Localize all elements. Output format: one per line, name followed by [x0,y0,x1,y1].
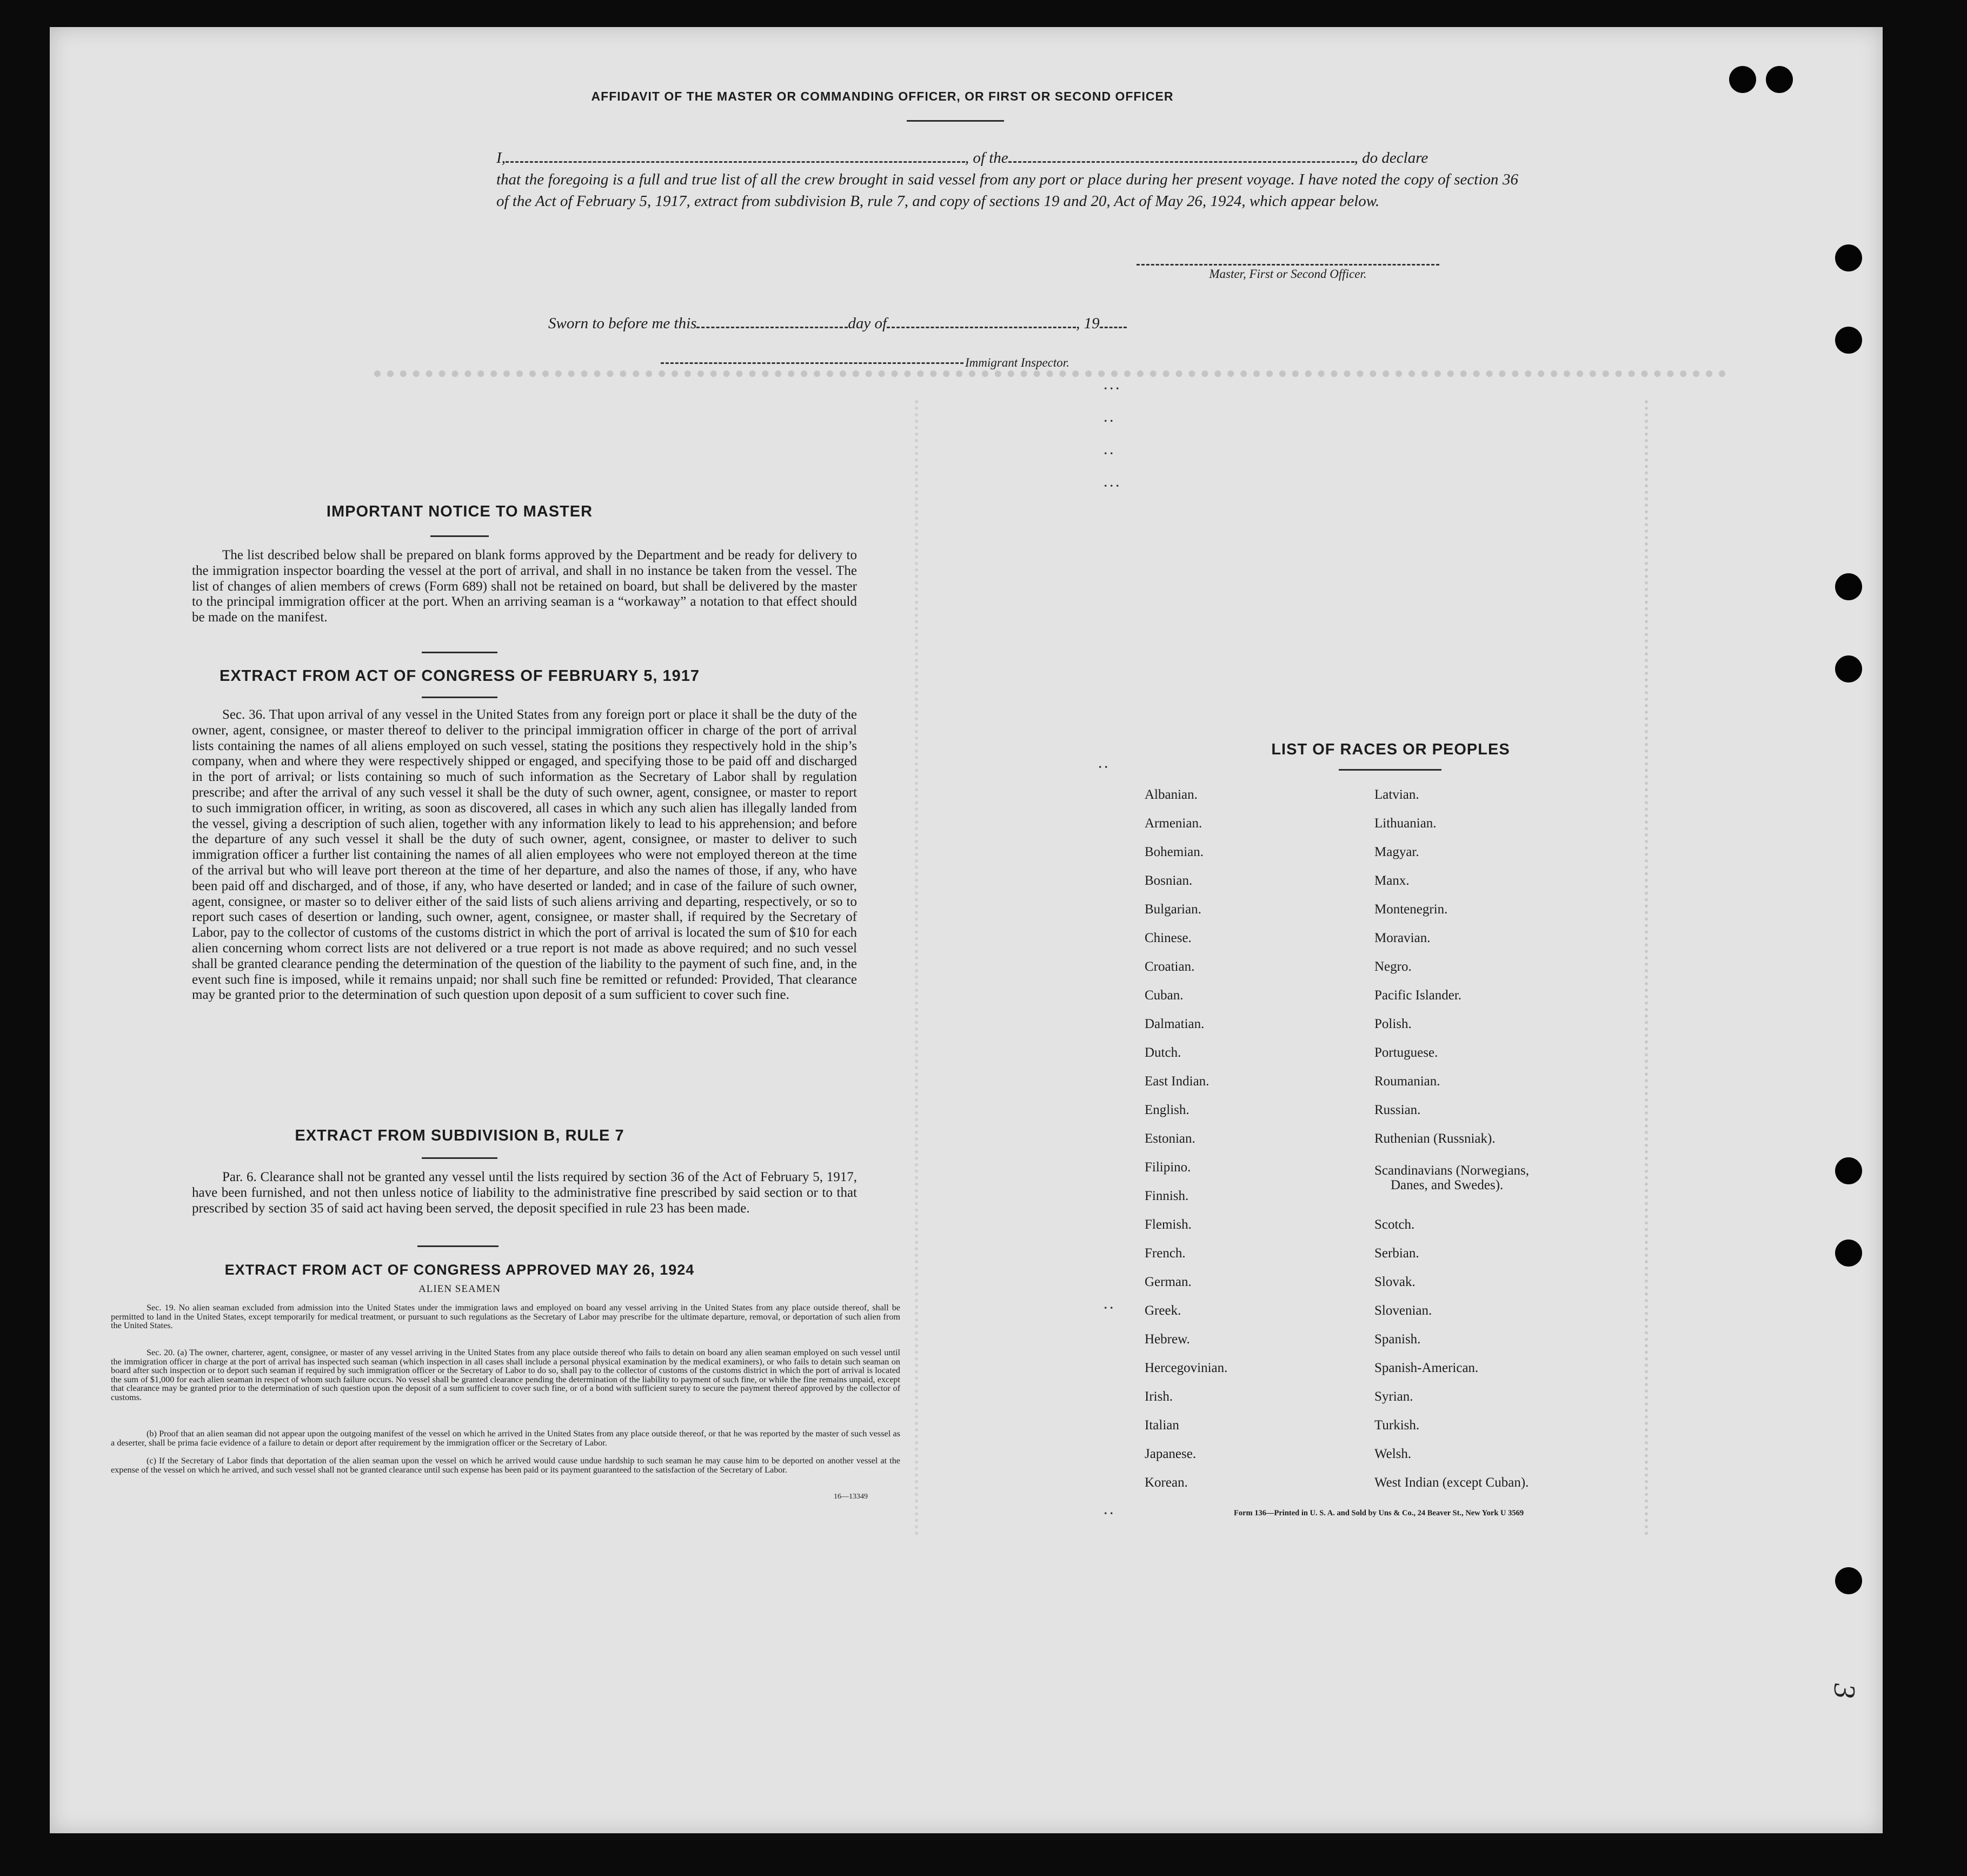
race-item: West Indian (except Cuban). [1374,1475,1529,1490]
race-item: Manx. [1374,873,1410,888]
race-item: Polish. [1374,1017,1412,1031]
race-item: Spanish-American. [1374,1361,1479,1375]
race-item: Moravian. [1374,931,1431,945]
vessel-blank[interactable] [1008,156,1354,163]
race-item: Pacific Islander. [1374,988,1462,1003]
master-signature-line[interactable] [1137,264,1439,266]
race-item: Italian [1145,1418,1179,1433]
month-blank[interactable] [887,321,1076,328]
affidavit-body: that the foregoing is a full and true list of all the crew brought in said vessel from any port or place during her present voyage. I have noted the copy of section 36 of the Act of February 5, 1917, extract from subdivision B, rule 7, and copy of sections 19 and 20, Act of May 26, 1924, which appear below. [496,171,1518,210]
race-item: Lithuanian. [1374,816,1437,831]
race-item: Russian. [1374,1103,1421,1117]
race-item: Latvian. [1374,787,1419,802]
punch-hole [1835,1157,1862,1184]
extract-1924-title: EXTRACT FROM ACT OF CONGRESS APPROVED MAY 26, 1924 [224,1262,695,1278]
race-item: Dutch. [1145,1045,1181,1060]
punch-hole [1835,573,1862,600]
inspector-caption: Immigrant Inspector. [965,356,1069,369]
race-item: German. [1145,1275,1192,1289]
extract-rule7-title: EXTRACT FROM SUBDIVISION B, RULE 7 [295,1127,624,1144]
sworn-line [548,313,1305,334]
race-item: Chinese. [1145,931,1192,945]
print-code: 16—13349 [834,1493,868,1501]
races-title: LIST OF RACES OR PEOPLES [1271,741,1510,758]
of-the-label: , of the [965,149,1008,167]
race-item: Scotch. [1374,1217,1415,1232]
race-item: Welsh. [1374,1447,1412,1461]
race-item: Finnish. [1145,1189,1189,1203]
sec20a-text: Sec. 20. (a) The owner, charterer, agent, consignee, or master of any vessel arriving in the United States from any place outside thereof who fails to detain on board any alien seaman employed on such vessel until the immigration officer in charge at the port of arrival has inspected such seaman (which inspection in all cases shall include a personal physical examination by the medical examiners), or who fails to detain such seaman on board after such inspection or to deport such seaman if required by such immigration officer or the Secretary of Labor to do so, shall pay to the collector of customs of the customs district in which the port of arrival is located the sum of $1,000 for each alien seaman in respect of whom such failure occurs. No vessel shall be granted clearance pending the determination of the liability to payment of such fine, or while the fine remains unpaid, except that clearance may be granted prior to the determination of such question upon the deposit of a sum sufficient to cover such fine, or of a bond with sufficient surety to secure the payment thereof approved by the collector of customs. [111,1348,900,1402]
day-of-label: day of [848,315,887,332]
extract-rule7-divider [417,1245,499,1247]
sworn-label: Sworn to before me this [548,315,697,332]
title-underline [907,120,1004,122]
race-item: Scandinavians (Norwegians, [1374,1163,1530,1178]
extract-1917-underline [422,697,497,698]
affidavit-title: AFFIDAVIT OF THE MASTER OR COMMANDING OFFICER, OR FIRST OR SECOND OFFICER [591,89,1174,103]
sec20b-text: (b) Proof that an alien seaman did not appear upon the outgoing manifest of the vessel on which he arrived in the United States from any place outside thereof, or that he was reported by the master of such vessel as a deserter, shall be prima facie evidence of a failure to detain or deport after requirement by the immigration officer or the Secretary of Labor. [111,1429,900,1448]
sec20c-text: (c) If the Secretary of Labor finds that deportation of the alien seaman upon the vessel on which he arrived would cause undue hardship to such seaman he may cause him to be deported on another vessel at the expense of the vessel on which he arrived, and such vessel shall not be granted clearance until such expense has been paid or its payment guaranteed to the satisfaction of the Secretary of Labor. [111,1456,900,1475]
punch-hole [1835,655,1862,682]
race-item: Flemish. [1145,1217,1192,1232]
race-item: Negro. [1374,959,1412,974]
notice-underline [430,535,489,537]
punch-hole [1835,1567,1862,1594]
race-item: Montenegrin. [1374,902,1448,917]
race-item: Roumanian. [1374,1074,1440,1089]
race-item: Slovenian. [1374,1303,1432,1318]
race-item: Bosnian. [1145,873,1193,888]
race-item: Hercegovinian. [1145,1361,1228,1375]
race-item: Dalmatian. [1145,1017,1205,1031]
year-label: , 19 [1076,315,1100,332]
sec19-text: Sec. 19. No alien seaman excluded from admission into the United States under the immigration laws and employed on board any vessel arriving in the United States from any place outside thereof, shall be permitted to land in the United States, except temporarily for medical treatment, or pursuant to such regulations as the Secretary of Labor may prescribe for the ultimate departure, removal, or deportation of such alien from the United States. [111,1303,900,1330]
do-declare-label: , do declare [1354,149,1428,167]
i-label: I, [496,149,506,167]
notice-divider [422,652,497,653]
race-item: Estonian. [1145,1131,1195,1146]
document-page: . . . . . . . . . . . . . . . . AFFIDAVIT OF THE MASTER OR COMMANDING OFFICER, OR FIRST OR SECOND OFFICER I, , of the , do declare that the foregoing is a full and true list of all the crew brought in said vessel from any port or place during her present voyage. I have noted the copy of section 36 of the Act of February 5, 1917, extract from subdivision B, rule 7, and copy of sections 19 and 20, Act of May 26, 1924, which appear below. Master, First or Second Officer. Sworn to before me this day of , 19 Immigrant Inspector. IMPORTANT NOTICE TO MASTER The list described below shall be prepared on blank forms approved by the Department and be ready for delivery to the immigration inspector boarding the vessel at the port of arrival, and shall in no instance be taken from the vessel. The list of changes of alien members of crews (Form 689) shall not be retained on board, but shall be delivered by the master to the principal immigration officer at the port. When an arriving seaman is a “workaway” a notation to that effect should be made on the manifest. EXTRACT FROM ACT OF CONGRESS OF FEBRUARY 5, 1917 Sec. 36. That upon arrival of any vessel in the United States from any foreign port or place it shall be the duty of the owner, agent, consignee, or master thereof to deliver to the principal immigration officer in charge of the port of arrival lists containing the names of all aliens employed on such vessel, stating the positions they respectively hold in the ship’s company, when and where they were respectively shipped or engaged, and specifying those to be paid off and discharged in the port of arrival; or lists containing so much of such information as the Secretary of Labor shall by regulation prescribe; and after the arrival of any such vessel it shall be the duty of such owner, agent, consignee, or master to report to such immigration officer, in writing, as soon as discovered, all cases in which any such alien has illegally landed from the vessel, giving a description of such alien, together with any information likely to lead to his apprehension; and before the departure of any such vessel it shall be the duty of such owner, agent, consignee, or master to deliver to such immigration officer a further list containing the names of all alien employees who were not employed thereon at the time of the arrival but who will leave port thereon at the time of her departure, and also the names of those, if any, who have been paid off and discharged, and of those, if any, who have deserted or landed; and in case of the failure of such owner, agent, consignee, or master so to deliver either of the said lists of such aliens arriving and departing, respectively, or so to report such cases of desertion or landing, such owner, agent, consignee, or master shall, if required by the Secretary of Labor, pay to the collector of customs of the customs district in which the port of arrival is located the sum of $10 for each alien concerning whom correct lists are not delivered or a true report is not made as above required; and no such vessel shall be granted clearance pending the determination of the question of the liability to the payment of such fine, and, in the event such fine is imposed, while it remains unpaid; nor shall such fine be remitted or refunded: Provided, That clearance may be granted prior to the determination of such question upon deposit of a sum sufficient to cover such fine. EXTRACT FROM SUBDIVISION B, RULE 7 Par. 6. Clearance shall not be granted any vessel until the lists required by section 36 of the Act of February 5, 1917, have been furnished, and not then unless notice of liability to the administrative fine prescribed by said section or to that prescribed by section 35 of said act having been served, the deposit specified in rule 23 has been made. EXTRACT FROM ACT OF CONGRESS APPROVED MAY 26, 1924 ALIEN SEAMEN Sec. 19. No alien seaman excluded from admission into the United States under the immigration laws and employed on board any vessel arriving in the United States from any place outside thereof, shall be permitted to land in the United States, except temporarily for medical treatment, or pursuant to such regulations as the Secretary of Labor may prescribe for the ultimate departure, removal, or deportation of such alien from the United States. Sec. 20. (a) The owner, charterer, agent, consignee, or master of any vessel arriving in the United States from any place outside thereof who fails to detain on board any alien seaman employed on such vessel until the immigration officer in charge at the port of arrival has inspected such seaman (which inspection in all cases shall include a personal physical examination by the medical examiners), or who fails to detain such seaman on board after such inspection or to deport such seaman if required by such immigration officer or the Secretary of Labor to do so, shall pay to the collector of customs of the customs district in which the port of arrival is located the sum of $1,000 for each alien seaman in respect of whom such failure occurs. No vessel shall be granted clearance pending the determination of the liability to payment of such fine, or while the fine remains unpaid, except that clearance may be granted prior to the determination of such question upon the deposit of a sum sufficient to cover such fine, or of a bond with sufficient surety to secure the payment thereof approved by the collector of customs. (b) Proof that an alien seaman did not appear upon the outgoing manifest of the vessel on which he arrived in the United States from any place outside thereof, or that he was reported by the master of such vessel as a deserter, shall be prima facie evidence of a failure to detain or deport after requirement by the immigration officer or the Secretary of Labor. (c) If the Secretary of Labor finds that deportation of the alien seaman upon the vessel on which he arrived would cause undue hardship to such seaman he may cause him to be deported on another vessel at the expense of the vessel on which he arrived, and such vessel shall not be granted clearance until such expense has been paid or its payment guaranteed to the satisfaction of the Secretary of Labor. 16—13349 LIST OF RACES OR PEOPLES Albanian. Armenian. Bohemian. Bosnian. Bulgarian. Chinese. Croatian. Cuban. Dalmatian. Dutch. East Indian. English. Estonian. Filipino. Finnish. Flemish. French. German. Greek. Hebrew. Hercegovinian. Irish. Italian Japanese. Korean. Latvian. Lithuanian. Magyar. Manx. Montenegrin. Moravian. Negro. Pacific Islander. Polish. Portuguese. Roumanian. Russian. Ruthenian (Russniak). Scandinavians (Norwegians, Danes, and Swedes). Scotch. Serbian. Slovak. Slovenian. Spanish. Spanish-American. Syrian. Turkish. Welsh. West Indian (except Cuban). Form 136—Printed in U. S. A. and Sold by Uns & Co., 24 Beaver St., New York U 3569 3 [50,27,1883,1833]
race-item: Magyar. [1374,845,1419,859]
race-item: Croatian. [1145,959,1195,974]
day-blank[interactable] [696,321,848,328]
race-item: Hebrew. [1145,1332,1190,1347]
race-item: Greek. [1145,1303,1181,1318]
extract-1917-body: Sec. 36. That upon arrival of any vessel in the United States from any foreign port or place it shall be the duty of the owner, agent, consignee, or master thereof to deliver to the principal immigration officer in charge of the port of arrival lists containing the names of all aliens employed on such vessel, stating the positions they respectively hold in the ship’s company, when and where they were respectively shipped or engaged, and specifying those to be paid off and discharged in the port of arrival; or lists containing so much of such information as the Secretary of Labor shall by regulation prescribe; and after the arrival of any such vessel it shall be the duty of such owner, agent, consignee, or master to report to such immigration officer, in writing, as soon as discovered, all cases in which any such alien has illegally landed from the vessel, giving a description of such alien, together with any information likely to lead to his apprehension; and before the departure of any such vessel it shall be the duty of such owner, agent, consignee, or master to deliver to such immigration officer a further list containing the names of all alien employees who were not employed thereon at the time of the arrival but who will leave port thereon at the time of her departure, and also the names of those, if any, who have been paid off and discharged, and of those, if any, who have deserted or landed; and in case of the failure of such owner, agent, consignee, or master so to deliver either of the said lists of such aliens arriving and departing, respectively, or so to report such cases of desertion or landing, such owner, agent, consignee, or master shall, if required by the Secretary of Labor, pay to the collector of customs of the customs district in which the port of arrival is located the sum of $10 for each alien concerning whom correct lists are not delivered or a true report is not made as above required; and no such vessel shall be granted clearance pending the determination of the question of the liability to the payment of such fine, and, in the event such fine is imposed, while it remains unpaid; nor shall such fine be remitted or refunded: Provided, That clearance may be granted prior to the determination of such question upon deposit of a sum sufficient to cover such fine. [192,707,857,1003]
form-footer: Form 136—Printed in U. S. A. and Sold by Uns & Co., 24 Beaver St., New York U 3569 [1234,1509,1524,1517]
race-item: Bohemian. [1145,845,1204,859]
extract-1917-title: EXTRACT FROM ACT OF CONGRESS OF FEBRUARY 5, 1917 [219,667,700,685]
race-item: Japanese. [1145,1447,1197,1461]
affidavit-declaration-line [496,147,1518,169]
race-item: Serbian. [1374,1246,1419,1261]
punch-hole [1729,66,1756,93]
notice-title: IMPORTANT NOTICE TO MASTER [326,503,593,520]
race-item: Danes, and Swedes). [1391,1178,1504,1192]
race-item: Albanian. [1145,787,1198,802]
race-item: English. [1145,1103,1189,1117]
year-blank[interactable] [1100,321,1127,328]
race-item: Korean. [1145,1475,1188,1490]
race-item: Portuguese. [1374,1045,1438,1060]
punch-hole [1835,244,1862,271]
races-underline [1339,769,1441,771]
master-caption: Master, First or Second Officer. [1209,267,1367,281]
punch-hole [1835,327,1862,354]
race-item: Filipino. [1145,1160,1191,1175]
race-item: Slovak. [1374,1275,1416,1289]
punch-hole [1766,66,1793,93]
extract-rule7-underline [422,1157,497,1159]
race-item: French. [1145,1246,1186,1261]
race-item: Irish. [1145,1389,1173,1404]
extract-rule7-body: Par. 6. Clearance shall not be granted any vessel until the lists required by section 36 of the Act of February 5, 1917, have been furnished, and not then unless notice of liability to the administrative fine prescribed by said section or to that prescribed by section 35 of said act having been served, the deposit specified in rule 23 has been made. [192,1170,857,1216]
punch-hole [1835,1239,1862,1267]
race-item: Syrian. [1374,1389,1413,1404]
race-item: Spanish. [1374,1332,1421,1347]
race-item: Cuban. [1145,988,1184,1003]
race-item: Armenian. [1145,816,1202,831]
race-item: East Indian. [1145,1074,1210,1089]
inspector-signature-line[interactable] [661,362,963,364]
page-mark: 3 [1828,1683,1861,1699]
notice-body: The list described below shall be prepared on blank forms approved by the Department and be ready for delivery to the immigration inspector boarding the vessel at the port of arrival, and shall in no instance be taken from the vessel. The list of changes of alien members of crews (Form 689) shall not be retained on board, but shall be delivered by the master to the principal immigration officer at the port. When an arriving seaman is a “workaway” a notation to that effect should be made on the manifest. [192,548,857,625]
name-blank[interactable] [506,156,965,163]
race-item: Ruthenian (Russniak). [1374,1131,1496,1146]
race-item: Turkish. [1374,1418,1420,1433]
race-item: Bulgarian. [1145,902,1201,917]
alien-seamen-subtitle: ALIEN SEAMEN [418,1283,501,1295]
